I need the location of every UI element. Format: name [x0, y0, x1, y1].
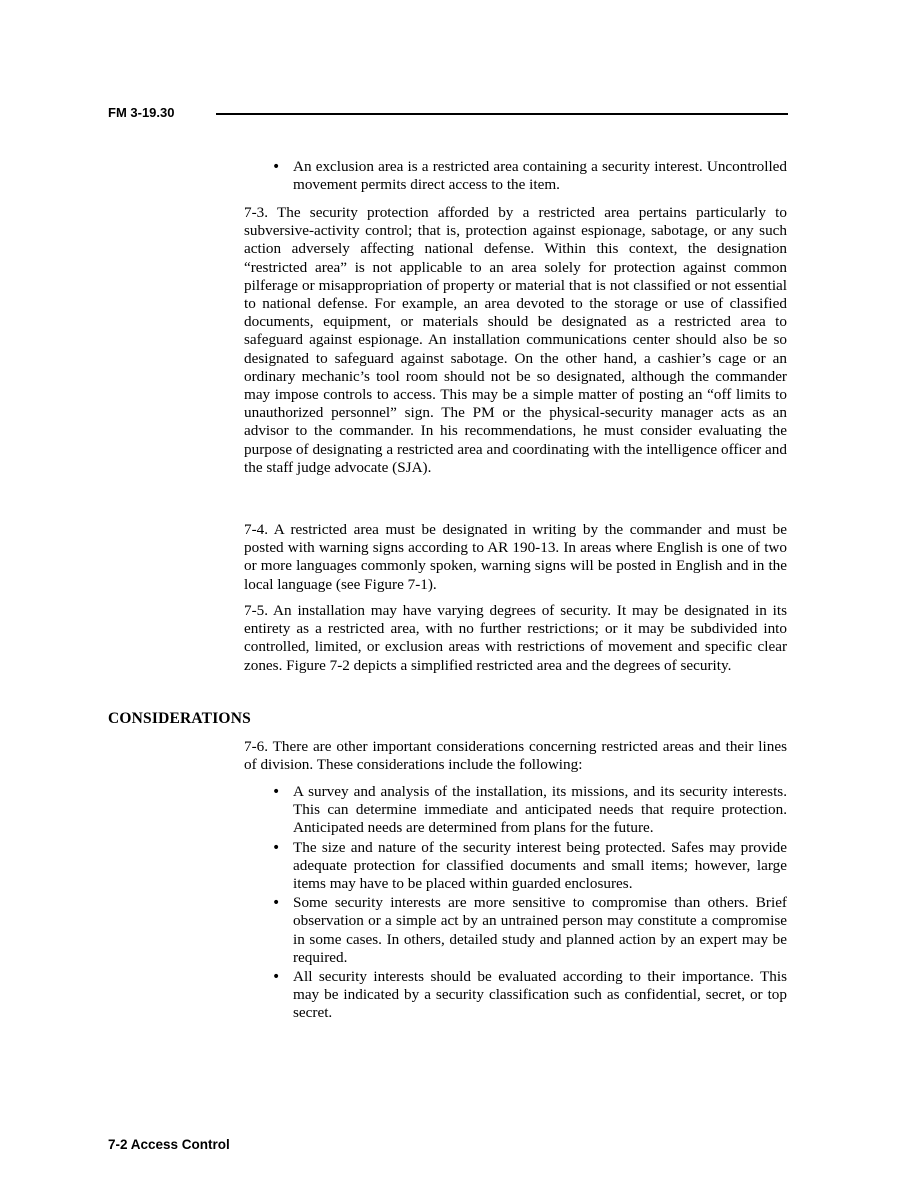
paragraph-7-5: 7-5. An installation may have varying degrees of security. It may be designated in its entirety as a restricted area, with no further restrictions; or it may be subdivided into controlled, limited, or exclusion areas with restrictions of movement and specific clear zones. Figure 7-2 depicts a simplified restricted area and the degrees of security. [244, 602, 787, 674]
bullet-text: All security interests should be evaluated according to their importance. This may be indicated by a security classification such as confidential, secret, or top secret. [293, 968, 787, 1022]
list-item [272, 839, 787, 894]
considerations-bullet-list [272, 783, 787, 1024]
bullet-icon: • [272, 895, 281, 912]
bullet-text: Some security interests are more sensitive to compromise than others. Brief observation or a simple act by an untrained person may constitute a compromise in some cases. In others, detailed study and planned action by an expert may be required. [293, 894, 787, 966]
bullet-text: The size and nature of the security interest being protected. Safes may provide adequate protection for classified documents and small items; however, large items may have to be placed within guarded enclosures. [293, 838, 787, 893]
page-footer: 7-2 Access Control [108, 1137, 230, 1152]
paragraph-7-4: 7-4. A restricted area must be designated in writing by the commander and must be posted with warning signs according to AR 190-13. In areas where English is one of two or more languages commonly spoken, warning signs will be posted in English and in the local language (see Figure 7-1). [244, 521, 787, 593]
bullet-text: A survey and analysis of the installation, its missions, and its security interests. This can determine immediate and anticipated needs that require protection. Anticipated needs are determined from plans for the future. [293, 783, 787, 837]
section-heading-considerations: CONSIDERATIONS [108, 710, 251, 727]
header-rule [216, 113, 788, 115]
bullet-icon: • [272, 784, 281, 800]
document-code: FM 3-19.30 [108, 105, 175, 120]
list-item [272, 968, 787, 1023]
list-item [272, 894, 787, 967]
intro-bullet-list [272, 158, 787, 194]
list-item [272, 158, 787, 194]
page-header [108, 104, 788, 124]
paragraph-7-6: 7-6. There are other important considerations concerning restricted areas and their lines of division. These considerations include the following: [244, 738, 787, 774]
bullet-icon: • [272, 969, 281, 986]
list-item [272, 783, 787, 838]
bullet-icon: • [272, 839, 281, 856]
bullet-text: An exclusion area is a restricted area containing a security interest. Uncontrolled movement permits direct access to the item. [293, 158, 787, 194]
paragraph-7-3: 7-3. The security protection afforded by a restricted area pertains particularly to subversive-activity control; that is, protection against espionage, sabotage, or any such action adversely affecting national defense. Within this context, the designation “restricted area” is not applicable to an area solely for protection against common pilferage or misappropriation of property or material that is not classified or not essential to national defense. For example, an area devoted to the storage or use of classified documents, equipment, or materials should be designated as a restricted area to safeguard against espionage. An installation communications center should also be so designated to safeguard against sabotage. On the other hand, a cashier’s cage or an ordinary mechanic’s tool room should not be so designated, although the commander may impose controls to access. This may be a simple matter of posting an “off limits to unauthorized personnel” sign. The PM or the physical-security manager acts as an advisor to the commander. In his recommendations, he must consider evaluating the purpose of designating a restricted area and coordinating with the intelligence officer and the staff judge advocate (SJA). [244, 204, 787, 476]
bullet-icon: • [272, 159, 281, 175]
